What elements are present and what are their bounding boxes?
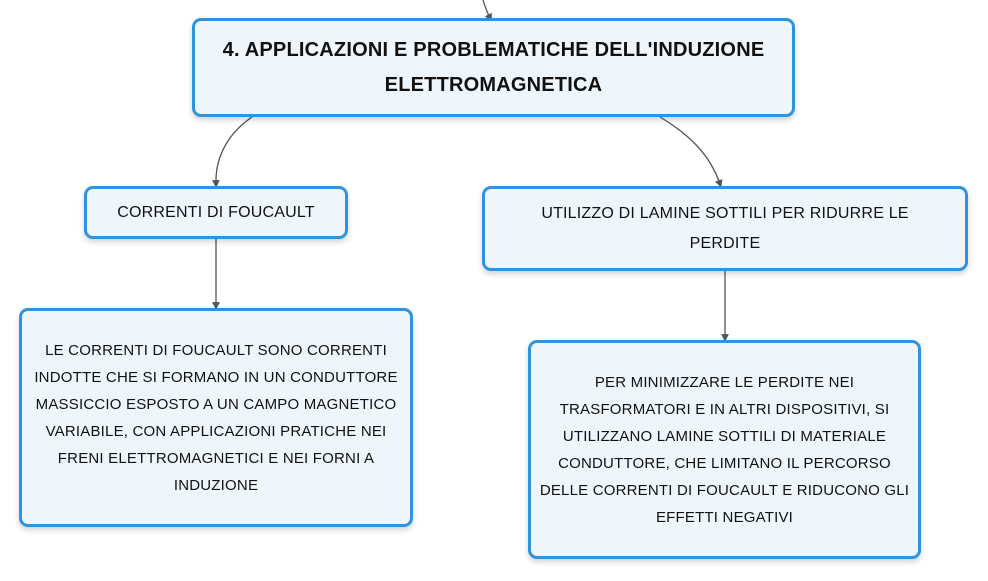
topic-correnti-di-foucault[interactable] [84, 186, 348, 239]
root-topic[interactable] [192, 18, 795, 117]
subtopic-foucault-description-text: LE CORRENTI DI FOUCAULT SONO CORRENTI INDOTTE CHE SI FORMANO IN UN CONDUTTORE MASSICCIO ESPOSTO A UN CAMPO MAGNETICO VARIABILE, CON APPLICAZIONI PRATICHE NEI FRENI ELETTROMAGNETICI E NEI FORNI A INDUZIONE [34, 341, 398, 494]
topic-correnti-di-foucault-label: CORRENTI DI FOUCAULT [117, 203, 315, 221]
connector-parent-to-root [483, 0, 490, 18]
topic-lamine-sottili-label: UTILIZZO DI LAMINE SOTTILI PER RIDURRE LE PERDITE [541, 204, 909, 252]
root-topic-label: 4. APPLICAZIONI E PROBLEMATICHE DELL'INDUZIONE ELETTROMAGNETICA [222, 38, 765, 96]
topic-lamine-sottili[interactable] [482, 186, 968, 271]
subtopic-lamine-description-text: PER MINIMIZZARE LE PERDITE NEI TRASFORMATORI E IN ALTRI DISPOSITIVI, SI UTILIZZANO LAMINE SOTTILI DI MATERIALE CONDUTTORE, CHE LIMITANO IL PERCORSO DELLE CORRENTI DI FOUCAULT E RIDUCONO GLI EFFETTI NEGATIVI [539, 373, 910, 526]
subtopic-lamine-description[interactable] [528, 340, 921, 559]
subtopic-foucault-description[interactable] [19, 308, 413, 527]
connector-root-to-foucault [216, 117, 252, 184]
connector-root-to-lamine [660, 117, 720, 184]
